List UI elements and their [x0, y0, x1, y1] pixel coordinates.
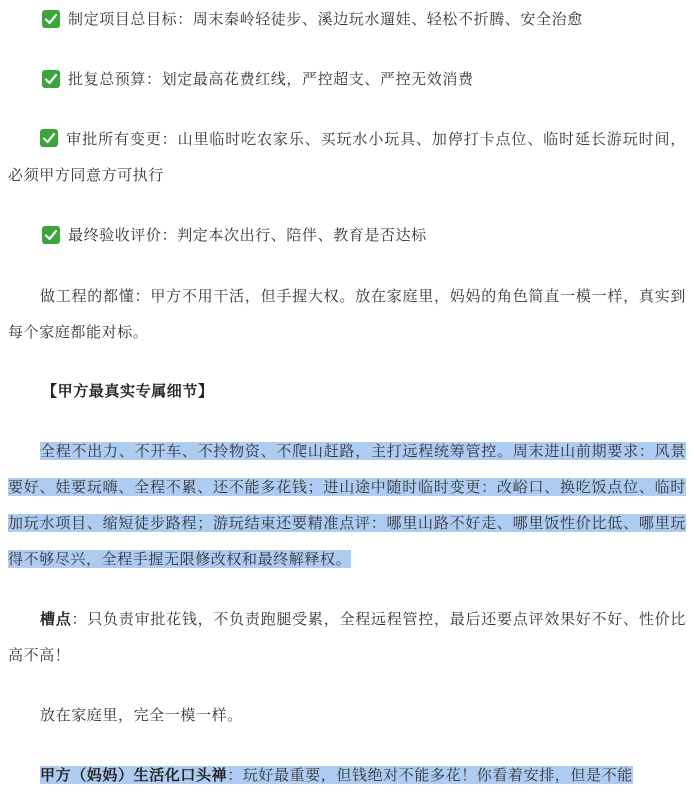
checklist-item: [42, 217, 427, 253]
check-mark-icon: [42, 10, 60, 28]
checklist-item: [42, 1, 583, 37]
complaint-label: 槽点: [40, 610, 72, 628]
checklist-item-text: 审批所有变更：山里临时吃农家乐、买玩水小玩具、加停打卡点位、临时延长游玩时间，必须甲方同意方可执行: [8, 130, 686, 184]
same-line-paragraph: 放在家庭里，完全一模一样。: [40, 706, 243, 724]
complaint-text: ：只负责审批花钱，不负责跑腿受累，全程远程管控，最后还要点评效果好不好、性价比高不高！: [8, 610, 687, 664]
highlight-text: 全程不出力、不开车、不拎物资、不爬山赶路，主打远程统筹管控。周末进山前期要求：风景要好、娃要玩嗨、全程不累、还不能多花钱；进山途中随时临时变更：改峪口、换吃饭点位、临时加玩水项目、缩短徒步路程；游玩结束还要精准点评：哪里山路不好走、哪里饭性价比低、哪里玩得不够尽兴，全程手握无限修改权和最终解释权。: [8, 442, 686, 568]
check-mark-icon: [42, 226, 60, 244]
catchphrase-label: 甲方（妈妈）生活化口头禅: [40, 766, 228, 784]
complaint-paragraph: [8, 601, 686, 673]
highlighted-paragraph: [8, 433, 686, 577]
checklist-item-text: 最终验收评价：判定本次出行、陪伴、教育是否达标: [68, 226, 427, 244]
check-mark-icon: [40, 129, 58, 147]
checklist-item-text: 制定项目总目标：周末秦岭轻徒步、溪边玩水遛娃、轻松不折腾、安全治愈: [68, 10, 583, 28]
section-heading: 【甲方最真实专属细节】: [42, 382, 214, 400]
checklist-item: [8, 121, 686, 193]
intro-paragraph: 做工程的都懂：甲方不用干活，但手握大权。放在家庭里，妈妈的角色简直一模一样，真实到每个家庭都能对标。: [8, 287, 686, 341]
catchphrase-text: ：玩好最重要，但钱绝对不能多花！你看着安排，但是不能: [227, 766, 633, 784]
check-mark-icon: [42, 70, 60, 88]
checklist-item-text: 批复总预算：划定最高花费红线，严控超支、严控无效消费: [68, 70, 474, 88]
catchphrase-paragraph: [8, 757, 686, 793]
checklist-item: [42, 61, 474, 97]
